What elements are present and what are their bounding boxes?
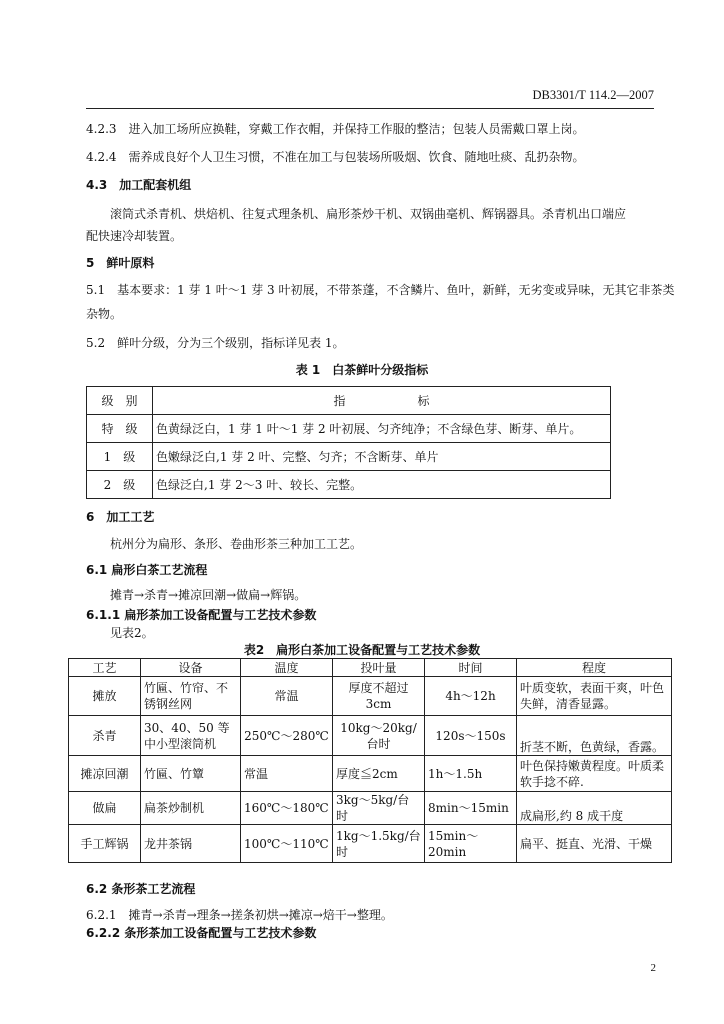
table2-cell: 4h～12h [425,677,517,716]
table2-cell: 250℃～280℃ [241,716,333,756]
table2 [68,658,672,863]
table2-cell: 成扁形,约 8 成干度 [517,792,672,825]
clause-4-2-3: 4.2.3 进入加工场所应换鞋，穿戴工作衣帽，并保持工作服的整洁；包装人员需戴口罩上岗。 [86,122,585,136]
heading-6-2: 6.2 条形茶工艺流程 [86,882,196,896]
table2-header-cell: 时间 [425,659,517,677]
table-row [69,716,672,756]
table2-cell: 摊放 [69,677,141,716]
table2-cell: 龙井茶锅 [141,825,241,863]
table2-cell: 3kg～5kg/台时 [333,792,425,825]
table2-cell: 厚度≦2cm [333,756,425,792]
table1-cell: 特 级 [87,415,153,443]
table2-cell: 常温 [241,677,333,716]
table2-cell: 摊凉回潮 [69,756,141,792]
page-number: 2 [650,962,656,974]
table2-header-cell: 温度 [241,659,333,677]
table2-header-cell: 程度 [517,659,672,677]
table-row [87,415,611,443]
heading-5: 5 鲜叶原料 [86,256,155,270]
table1-cell: 1 级 [87,443,153,471]
heading-4-3: 4.3 加工配套机组 [86,178,192,192]
clause-6-2-1: 6.2.1 摊青→杀青→理条→搓条初烘→摊凉→焙干→整理。 [86,908,393,922]
table2-cell: 做扁 [69,792,141,825]
header-divider [86,108,654,109]
table2-cell: 1kg～1.5kg/台时 [333,825,425,863]
table2-cell: 叶色保持嫩黄程度。叶质柔软手捻不碎. [517,756,672,792]
table2-cell: 常温 [241,756,333,792]
table2-cell: 1h～1.5h [425,756,517,792]
clause-4-3-text-line1: 滚筒式杀青机、烘焙机、往复式理条机、扁形茶炒干机、双锅曲毫机、辉锅器具。杀青机出口端应 [110,207,627,221]
table2-cell: 8min～15min [425,792,517,825]
clause-5-2: 5.2 鲜叶分级，分为三个级别，指标详见表 1。 [86,336,345,350]
table1-header-row [87,387,611,415]
table-row [69,825,672,863]
clause-5-1-line2: 杂物。 [86,307,123,321]
table-row [87,471,611,499]
table-row [69,792,672,825]
document-code: DB3301/T 114.2—2007 [532,88,654,102]
heading-6-2-2: 6.2.2 条形茶加工设备配置与工艺技术参数 [86,926,317,940]
table2-cell: 杀青 [69,716,141,756]
table1-cell: 色嫩绿泛白,1 芽 2 叶、完整、匀齐；不含断芽、单片 [153,443,611,471]
table2-cell: 15min～20min [425,825,517,863]
clause-4-2-4: 4.2.4 需养成良好个人卫生习惯，不准在加工与包装场所吸烟、饮食、随地吐痰、乱扔杂物。 [86,150,585,164]
table2-header-cell: 投叶量 [333,659,425,677]
table-row [69,677,672,716]
table1-cell: 2 级 [87,471,153,499]
table-row [87,443,611,471]
table2-header-row [69,659,672,677]
table1-cell: 色绿泛白,1 芽 2～3 叶、较长、完整。 [153,471,611,499]
table2-cell: 手工辉锅 [69,825,141,863]
table2-cell: 30、40、50 等中小型滚筒机 [141,716,241,756]
table1-cell: 色黄绿泛白，1 芽 1 叶～1 芽 2 叶初展、匀齐纯净；不含绿色芽、断芽、单片。 [153,415,611,443]
table2-cell: 竹匾、竹帘、不锈钢丝网 [141,677,241,716]
table2-cell: 折茎不断，色黄绿，香露。 [517,716,672,756]
table1-header-grade: 级 别 [87,387,153,415]
table2-cell: 竹匾、竹簟 [141,756,241,792]
table2-caption: 表2 扁形白茶加工设备配置与工艺技术参数 [243,643,481,657]
table-row [69,756,672,792]
heading-6-1-1: 6.1.1 扁形茶加工设备配置与工艺技术参数 [86,608,317,622]
clause-6-1-text: 摊青→杀青→摊凉回潮→做扁→辉锅。 [110,588,307,602]
table2-cell: 10kg～20kg/台时 [333,716,425,756]
table2-cell: 厚度不超过3cm [333,677,425,716]
table1 [86,386,611,499]
table2-cell: 160℃～180℃ [241,792,333,825]
table2-cell: 120s～150s [425,716,517,756]
table2-cell: 叶质变软，表面干爽，叶色失鲜，清香显露。 [517,677,672,716]
clause-6-text: 杭州分为扁形、条形、卷曲形茶三种加工工艺。 [110,537,363,551]
table1-header-criteria: 指 标 [153,387,611,415]
clause-6-1-1-text: 见表2。 [110,626,154,640]
heading-6: 6 加工工艺 [86,510,155,524]
clause-5-1-line1: 5.1 基本要求：1 芽 1 叶～1 芽 3 叶初展，不带茶蓬，不含鳞片、鱼叶，新鲜，无劣变或异味，无其它非茶类 [86,283,675,297]
clause-4-3-text-line2: 配快速冷却装置。 [86,229,183,243]
table2-header-cell: 设备 [141,659,241,677]
table1-caption: 表 1 白茶鲜叶分级指标 [295,363,429,377]
table2-header-cell: 工艺 [69,659,141,677]
table2-cell: 扁平、挺直、光滑、干燥 [517,825,672,863]
heading-6-1: 6.1 扁形白茶工艺流程 [86,563,208,577]
table2-cell: 扁茶炒制机 [141,792,241,825]
table2-cell: 100℃～110℃ [241,825,333,863]
